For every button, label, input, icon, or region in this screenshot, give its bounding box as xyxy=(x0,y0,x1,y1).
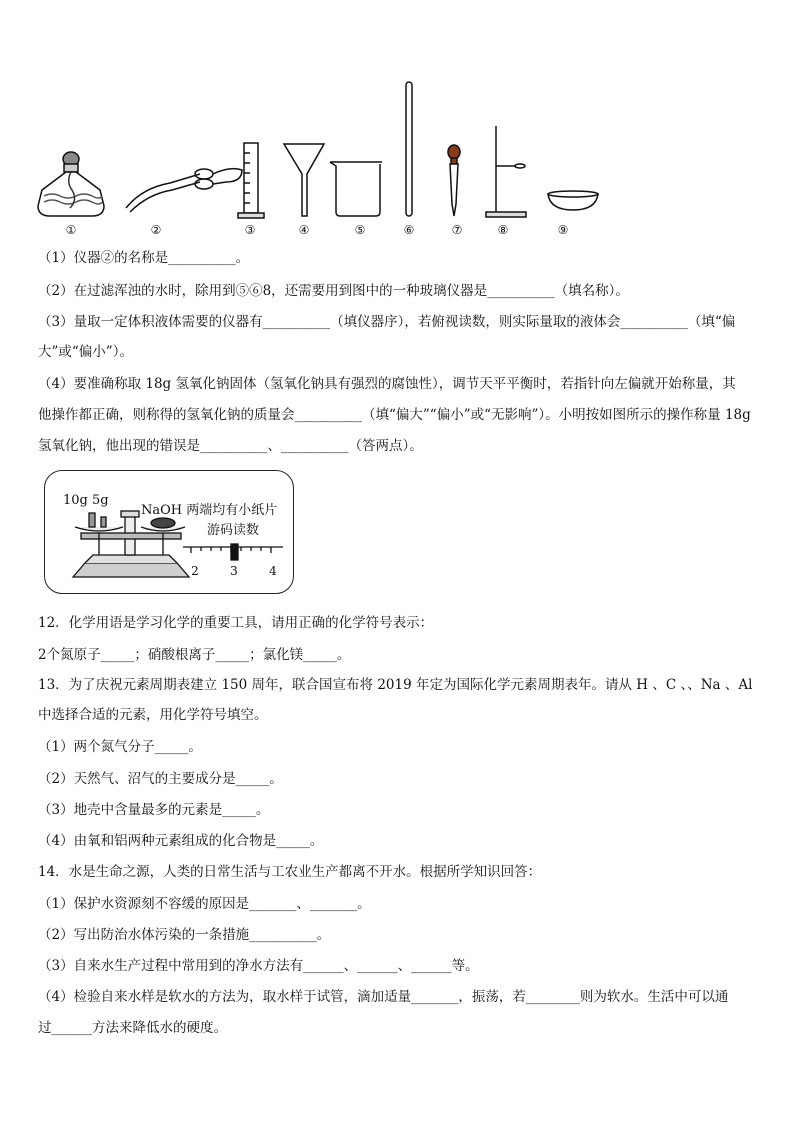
rider-label: 游码读数 xyxy=(207,523,260,538)
scale-tick-2: 2 xyxy=(191,564,199,578)
apparatus-label-4: ④ xyxy=(298,223,310,237)
q14-part3: （3）自来水生产过程中常用到的净水方法有______、______、______等。 xyxy=(38,958,479,974)
glass-rod-icon xyxy=(406,82,412,216)
q14-part4-line2: 过______方法来降低水的硬度。 xyxy=(38,1020,227,1036)
q13-part4: （4）由氧和铝两种元素组成的化合物是_____。 xyxy=(38,833,324,849)
q14-stem: 14．水是生命之源，人类的日常生活与工农业生产都离不开水。根据所学知识回答： xyxy=(38,864,542,880)
q11-part4-line3: 氢氧化钠，他出现的错误是__________、__________（答两点）。 xyxy=(38,438,423,454)
scale-tick-4: 4 xyxy=(269,564,277,578)
measuring-cylinder-icon xyxy=(238,143,264,218)
apparatus-figure xyxy=(30,78,610,240)
q12-stem: 12．化学用语是学习化学的重要工具，请用正确的化学符号表示： xyxy=(38,615,434,631)
apparatus-label-6: ⑥ xyxy=(403,223,415,237)
q13-part2: （2）天然气、沼气的主要成分是_____。 xyxy=(38,771,283,787)
q11-part4-line1: （4）要准确称取 18g 氢氧化钠固体（氢氧化钠具有强烈的腐蚀性），调节天平平衡时，若指针向左偏就开始称量，其 xyxy=(38,376,736,392)
beaker-icon xyxy=(330,162,382,216)
apparatus-label-1: ① xyxy=(65,223,77,237)
q13-part1: （1）两个氮气分子_____。 xyxy=(38,739,202,755)
q13-part3: （3）地壳中含量最多的元素是_____。 xyxy=(38,802,270,818)
iron-stand-icon xyxy=(486,126,526,217)
evaporating-dish-icon xyxy=(548,191,598,210)
apparatus-label-9: ⑨ xyxy=(557,223,569,237)
q13-stem-line2: 中选择合适的元素，用化学符号填空。 xyxy=(38,707,268,723)
apparatus-label-3: ③ xyxy=(244,223,256,237)
q13-stem-line1: 13．为了庆祝元素周期表建立 150 周年，联合国宣布将 2019 年定为国际化学元素周期表年。请从 H 、C 、、Na 、Al xyxy=(38,677,753,693)
apparatus-label-5: ⑤ xyxy=(354,223,366,237)
q14-part4-line1: （4）检验自来水样是软水的方法为，取水样于试管，滴加适量_______，振荡，若________则为软水。生活中可以通 xyxy=(38,989,729,1005)
funnel-icon xyxy=(284,144,324,216)
scale-tick-3: 3 xyxy=(230,564,238,578)
crucible-tongs-icon xyxy=(126,169,242,212)
q12-items: 2个氮原子_____；硝酸根离子_____；氯化镁_____。 xyxy=(38,647,351,663)
dropper-icon xyxy=(448,145,460,216)
naoh-label: NaOH 两端均有小纸片 xyxy=(141,503,278,518)
q11-part2: （2）在过滤浑浊的水时，除用到⑤⑥8，还需要用到图中的一种玻璃仪器是__________（填名称）。 xyxy=(38,283,629,299)
weights-label: 10g 5g xyxy=(63,493,109,508)
q11-part1: （1）仪器②的名称是__________。 xyxy=(38,250,250,266)
balance-figure xyxy=(44,470,294,594)
apparatus-label-7: ⑦ xyxy=(451,223,463,237)
q14-part1: （1）保护水资源刻不容缓的原因是_______、_______。 xyxy=(38,896,371,912)
apparatus-label-2: ② xyxy=(150,223,162,237)
apparatus-label-8: ⑧ xyxy=(497,223,509,237)
q11-part3-line2: 大”或“偏小”）。 xyxy=(38,344,133,360)
q14-part2: （2）写出防治水体污染的一条措施__________。 xyxy=(38,927,331,943)
alcohol-lamp-icon xyxy=(38,152,104,216)
q11-part4-line2: 他操作都正确，则称得的氢氧化钠的质量会__________（填“偏大”“偏小”或“无影响”）。小明按如图所示的操作称量 18g xyxy=(38,407,751,423)
q11-part3-line1: （3）量取一定体积液体需要的仪器有__________（填仪器序），若俯视读数，则实际量取的液体会__________（填“偏 xyxy=(38,314,736,330)
balance-drawing xyxy=(45,471,293,593)
